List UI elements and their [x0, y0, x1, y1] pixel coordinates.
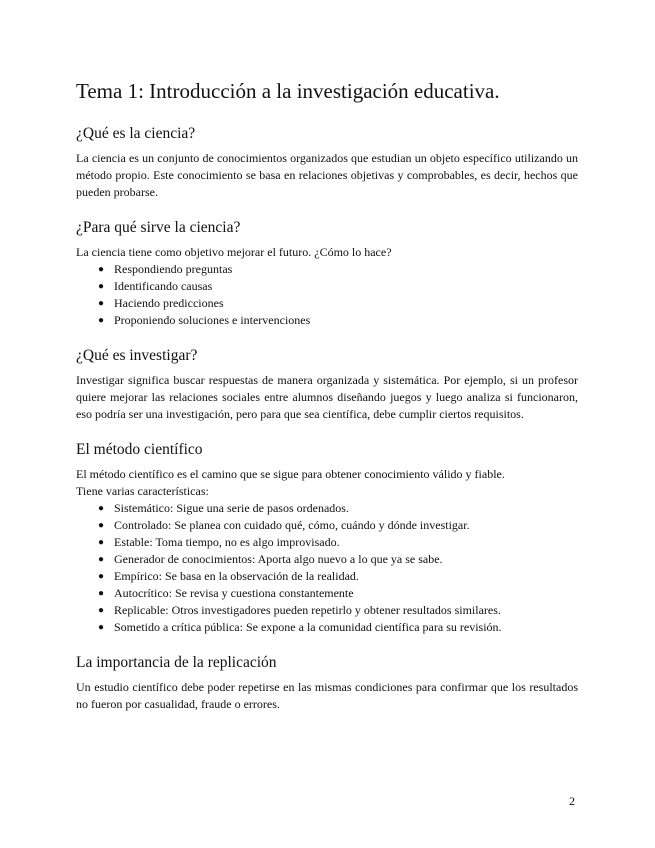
- list-item: ● Sometido a crítica pública: Se expone a la comunidad científica para su revisión.: [98, 620, 502, 634]
- section-para-que-sirve: [76, 218, 578, 329]
- bullet-icon: ●: [98, 571, 105, 582]
- section-metodo-cientifico: [76, 440, 578, 636]
- bullet-icon: ●: [98, 298, 105, 309]
- section-heading: La importancia de la replicación: [76, 654, 277, 671]
- list-item: ● Controlado: Se planea con cuidado qué, cómo, cuándo y dónde investigar.: [98, 518, 470, 532]
- list-item: ● Estable: Toma tiempo, no es algo improvisado.: [98, 535, 340, 549]
- list-item: ● Haciendo predicciones: [98, 296, 224, 310]
- list-item: ● Autocrítico: Se revisa y cuestiona constantemente: [98, 586, 354, 600]
- page-title: Tema 1: Introducción a la investigación educativa.: [76, 79, 500, 103]
- section-heading: ¿Qué es investigar?: [76, 347, 198, 364]
- section-heading: ¿Qué es la ciencia?: [76, 125, 196, 142]
- section-heading: El método científico: [76, 441, 203, 458]
- paragraph: Un estudio científico debe poder repetirse en las mismas condiciones para confirmar que los resultados no fueron por casualidad, fraude o errores.: [76, 680, 578, 711]
- section-heading: ¿Para qué sirve la ciencia?: [76, 219, 241, 236]
- page-number: 2: [569, 794, 575, 808]
- bullet-icon: ●: [98, 588, 105, 599]
- bullet-list: [76, 500, 578, 636]
- paragraph: Tiene varias características:: [76, 484, 209, 498]
- list-item: ● Generador de conocimientos: Aporta algo nuevo a lo que ya se sabe.: [98, 552, 443, 566]
- bullet-icon: ●: [98, 503, 105, 514]
- bullet-icon: ●: [98, 281, 105, 292]
- paragraph: Investigar significa buscar respuestas de manera organizada y sistemática. Por ejemplo, si un profesor quiere mejorar las relaciones sociales entre alumnos diseñando juegos y luego analiza si funcionaron, eso podría ser una investigación, pero para que sea científica, debe cumplir ciertos requisitos.: [76, 373, 578, 421]
- bullet-list: [76, 261, 578, 329]
- list-item: ● Sistemático: Sigue una serie de pasos ordenados.: [98, 501, 349, 515]
- list-item: ● Respondiendo preguntas: [98, 262, 233, 276]
- bullet-icon: ●: [98, 554, 105, 565]
- bullet-icon: ●: [98, 622, 105, 633]
- paragraph: El método científico es el camino que se sigue para obtener conocimiento válido y fiable.: [76, 467, 505, 481]
- bullet-icon: ●: [98, 605, 105, 616]
- list-item: ● Replicable: Otros investigadores pueden repetirlo y obtener resultados similares.: [98, 603, 501, 617]
- list-item: ● Identificando causas: [98, 279, 213, 293]
- document-page: [76, 78, 578, 730]
- bullet-icon: ●: [98, 520, 105, 531]
- bullet-icon: ●: [98, 264, 105, 275]
- section-importancia-replicacion: [76, 653, 578, 713]
- section-que-es-investigar: [76, 346, 578, 423]
- paragraph: La ciencia es un conjunto de conocimientos organizados que estudian un objeto específico utilizando un método propio. Este conocimiento se basa en relaciones objetivas y comprobables, es decir, hechos que pueden probarse.: [76, 151, 578, 199]
- list-item: ● Empírico: Se basa en la observación de la realidad.: [98, 569, 359, 583]
- list-item: ● Proponiendo soluciones e intervenciones: [98, 313, 311, 327]
- paragraph: La ciencia tiene como objetivo mejorar el futuro. ¿Cómo lo hace?: [76, 245, 392, 259]
- bullet-icon: ●: [98, 537, 105, 548]
- section-que-es-la-ciencia: [76, 124, 578, 201]
- bullet-icon: ●: [98, 315, 105, 326]
